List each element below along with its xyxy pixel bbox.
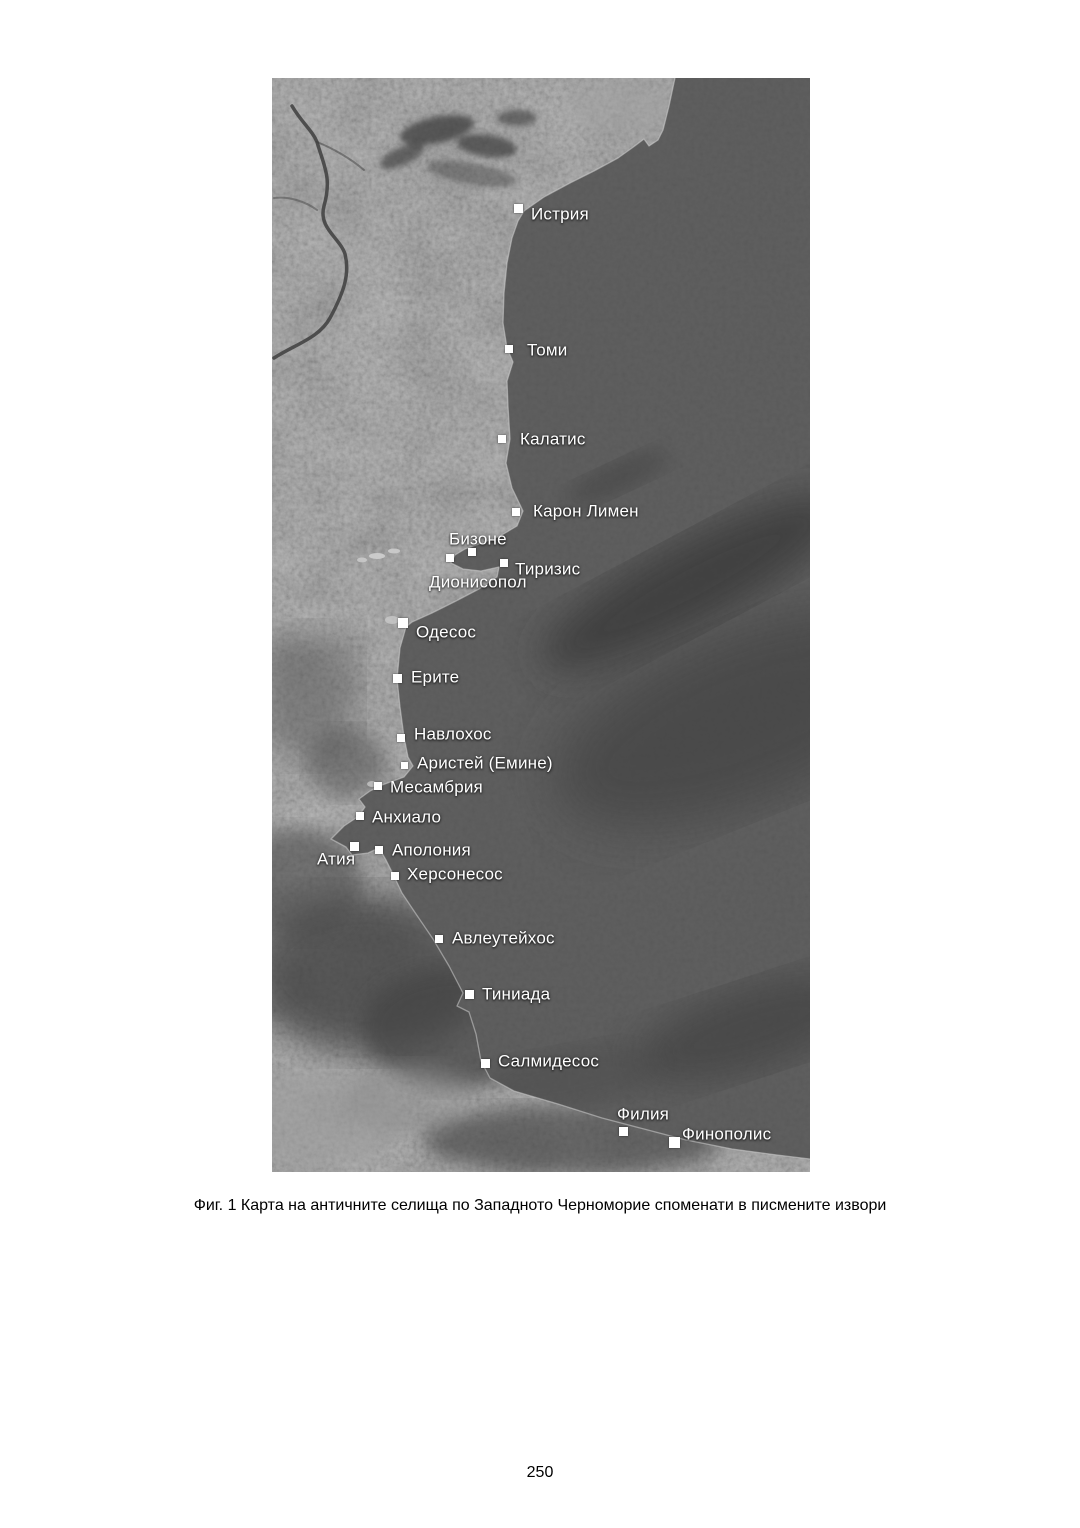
settlement-marker-icon: [391, 872, 399, 880]
settlement-marker-icon: [512, 508, 520, 516]
settlement-label: Тиниада: [482, 984, 551, 1004]
settlement-marker-icon: [505, 345, 513, 353]
settlement-label: Тиризис: [515, 559, 581, 579]
settlement-label: Истрия: [531, 204, 589, 224]
settlement-marker-icon: [468, 548, 476, 556]
page-number: 250: [526, 1464, 554, 1481]
settlement-label: Херсонесос: [407, 864, 503, 884]
settlement-marker-icon: [500, 559, 508, 567]
settlement-layer: [272, 78, 810, 1172]
settlement-marker-icon: [398, 618, 408, 628]
settlement-marker-icon: [393, 674, 402, 683]
settlement-label: Одесос: [416, 622, 477, 642]
settlement-label: Филия: [617, 1104, 670, 1124]
map-figure: [272, 78, 810, 1172]
settlement-label: Анхиало: [372, 807, 442, 827]
settlement-label: Ерите: [411, 667, 460, 687]
figure-caption: Фиг. 1 Карта на античните селища по Западното Черноморие споменати в писмените извори: [193, 1197, 887, 1214]
settlement-label: Бизоне: [449, 529, 507, 549]
settlement-marker-icon: [465, 990, 474, 999]
settlement-label: Карон Лимен: [533, 501, 639, 521]
settlement-label: Авлеутейхос: [452, 928, 555, 948]
settlement-label: Аполония: [392, 840, 471, 860]
settlement-marker-icon: [435, 935, 443, 943]
settlement-label: Салмидесос: [498, 1051, 600, 1071]
settlement-label: Навлохос: [414, 724, 492, 744]
settlement-marker-icon: [514, 204, 523, 213]
settlement-label: Аристей (Емине): [417, 753, 553, 773]
settlement-marker-icon: [669, 1137, 680, 1148]
settlement-marker-icon: [397, 734, 405, 742]
settlement-label: Атия: [317, 849, 356, 869]
settlement-marker-icon: [375, 846, 383, 854]
settlement-marker-icon: [401, 762, 408, 769]
settlement-marker-icon: [374, 782, 382, 790]
settlement-label: Томи: [527, 340, 568, 360]
settlement-label: Финополис: [682, 1124, 772, 1144]
settlement-marker-icon: [619, 1127, 628, 1136]
settlement-marker-icon: [481, 1059, 490, 1068]
settlement-marker-icon: [498, 435, 506, 443]
settlement-label: Месамбрия: [390, 777, 483, 797]
settlement-label: Калатис: [520, 429, 586, 449]
settlement-marker-icon: [446, 554, 454, 562]
settlement-marker-icon: [356, 812, 364, 820]
settlement-label: Дионисопол: [429, 572, 527, 592]
